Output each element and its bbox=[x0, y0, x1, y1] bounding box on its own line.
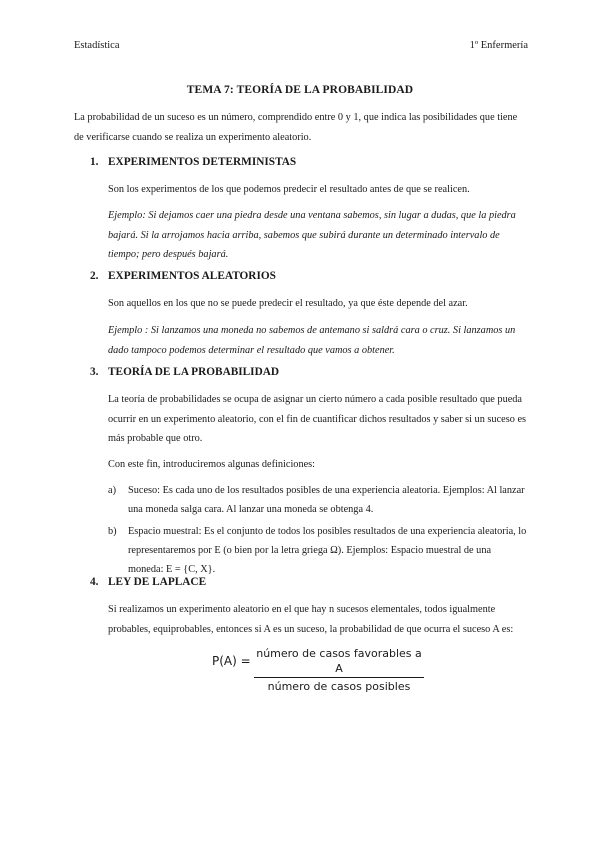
header-subject: Estadística bbox=[74, 40, 120, 51]
list-item-text: Espacio muestral: Es el conjunto de todos los posibles resultados de una experiencia aleatoria, lo representaremos por E (o bien por la letra griega Ω). Ejemplos: Espacio muestral de una moneda: E = {C, X}. bbox=[128, 526, 527, 575]
formula-lhs: P(A) = bbox=[212, 654, 251, 668]
list-item bbox=[108, 481, 528, 519]
section-1-text: Son los experimentos de los que podemos predecir el resultado antes de que se realicen. bbox=[108, 184, 470, 195]
intro-paragraph: La probabilidad de un suceso es un número, comprendido entre 0 y 1, que indica las posibilidades que tiene de verificarse cuando se realiza un experimento aleatorio. bbox=[74, 112, 518, 143]
section-4-heading bbox=[90, 576, 206, 588]
section-4-number: 4. bbox=[90, 576, 99, 588]
section-4-title: LEY DE LAPLACE bbox=[108, 576, 207, 588]
list-marker: b) bbox=[108, 526, 117, 537]
section-1-example: Ejemplo: Si dejamos caer una piedra desde una ventana sabemos, sin lugar a dudas, que la piedra bajará. Si la arrojamos hacia arriba, sabemos que subirá durante un determinado intervalo de tiempo; pero después bajará. bbox=[108, 210, 516, 260]
formula-numerator: número de casos favorables a A bbox=[256, 647, 422, 675]
definitions-list bbox=[108, 481, 528, 582]
list-marker: a) bbox=[108, 485, 116, 496]
page-title: TEMA 7: TEORÍA DE LA PROBABILIDAD bbox=[186, 84, 414, 96]
section-1-number: 1. bbox=[90, 156, 99, 168]
section-3-title: TEORÍA DE LA PROBABILIDAD bbox=[108, 366, 280, 378]
formula-denominator: número de casos posibles bbox=[267, 680, 411, 693]
section-2-number: 2. bbox=[90, 270, 99, 282]
section-2-example: Ejemplo : Si lanzamos una moneda no sabemos de antemano si saldrá cara o cruz. Si lanzamos un dado tampoco podemos determinar el resultado que vamos a obtener. bbox=[108, 325, 516, 356]
section-2-text: Son aquellos en los que no se puede predecir el resultado, ya que éste depende del azar. bbox=[108, 298, 468, 309]
section-3-text-2: Con este fin, introduciremos algunas definiciones: bbox=[108, 459, 316, 470]
section-2-heading bbox=[90, 270, 276, 282]
section-4-text: Si realizamos un experimento aleatorio en el que hay n sucesos elementales, todos igualmente probables, equiprobables, entonces si A es un suceso, la probabilidad de que ocurra el suceso A es: bbox=[108, 604, 514, 635]
list-item bbox=[108, 522, 528, 579]
section-1-heading bbox=[90, 156, 296, 168]
section-3-heading bbox=[90, 366, 279, 378]
section-3-text: La teoría de probabilidades se ocupa de asignar un cierto número a cada posible resultado que pueda ocurrir en un experimento aleatorio, con el fin de cuantificar dichos resultados y saber si un suceso es más probable que otro. bbox=[108, 394, 527, 444]
section-3-number: 3. bbox=[90, 366, 99, 378]
laplace-formula bbox=[212, 646, 432, 693]
header-course: 1º Enfermería bbox=[469, 40, 528, 51]
list-item-text: Suceso: Es cada uno de los resultados posibles de una experiencia aleatoria. Ejemplos: Al lanzar una moneda salga cara. Al lanzar una moneda se obtenga 4. bbox=[128, 485, 525, 515]
formula-fraction bbox=[254, 646, 424, 694]
section-2-title: EXPERIMENTOS ALEATORIOS bbox=[108, 270, 276, 282]
section-1-title: EXPERIMENTOS DETERMINISTAS bbox=[108, 156, 297, 168]
fraction-bar bbox=[254, 677, 424, 678]
